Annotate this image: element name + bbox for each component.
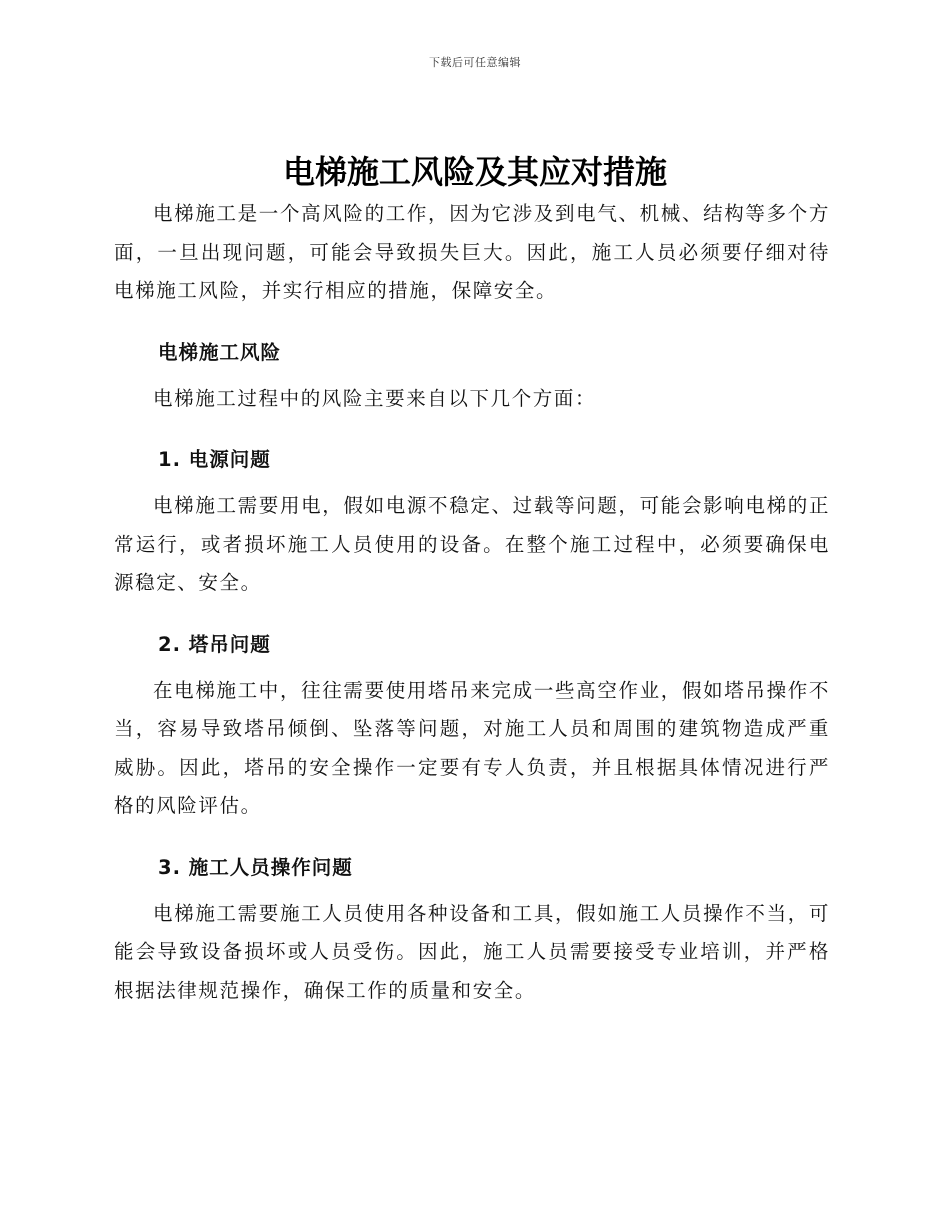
intro-paragraph: 电梯施工是一个高风险的工作，因为它涉及到电气、机械、结构等多个方面，一旦出现问题，可能会导致损失巨大。因此，施工人员必须要仔细对待电梯施工风险，并实行相应的措施，保障安全。	[114, 202, 830, 302]
section-intro-paragraph: 电梯施工过程中的风险主要来自以下几个方面：	[153, 386, 597, 410]
document-title: 电梯施工风险及其应对措施	[282, 153, 667, 191]
spacer	[114, 311, 830, 325]
header-note: 下载后可任意编辑	[429, 56, 521, 69]
section-heading: 电梯施工风险	[158, 340, 282, 364]
item-body-tower-crane: 在电梯施工中，往往需要使用塔吊来完成一些高空作业，假如塔吊操作不当，容易导致塔吊倾倒、坠落等问题，对施工人员和周围的建筑物造成严重威胁。因此，塔吊的安全操作一定要有专人负责，并且根据具体情况进行严格的风险评估。	[114, 678, 830, 817]
document-body	[114, 195, 830, 1010]
item-body-power: 电梯施工需要用电，假如电源不稳定、过载等问题，可能会影响电梯的正常运行，或者损坏施工人员使用的设备。在整个施工过程中，必须要确保电源稳定、安全。	[114, 494, 830, 594]
item-body-operator: 电梯施工需要施工人员使用各种设备和工具，假如施工人员操作不当，可能会导致设备损坏或人员受伤。因此，施工人员需要接受专业培训，并严格根据法律规范操作，确保工作的质量和安全。	[114, 901, 830, 1002]
item-heading-power: 1. 电源问题	[158, 448, 271, 471]
spacer	[114, 603, 830, 617]
spacer	[114, 826, 830, 840]
spacer	[114, 418, 830, 432]
item-heading-operator: 3. 施工人员操作问题	[158, 855, 353, 879]
item-heading-tower-crane: 2. 塔吊问题	[158, 632, 271, 656]
